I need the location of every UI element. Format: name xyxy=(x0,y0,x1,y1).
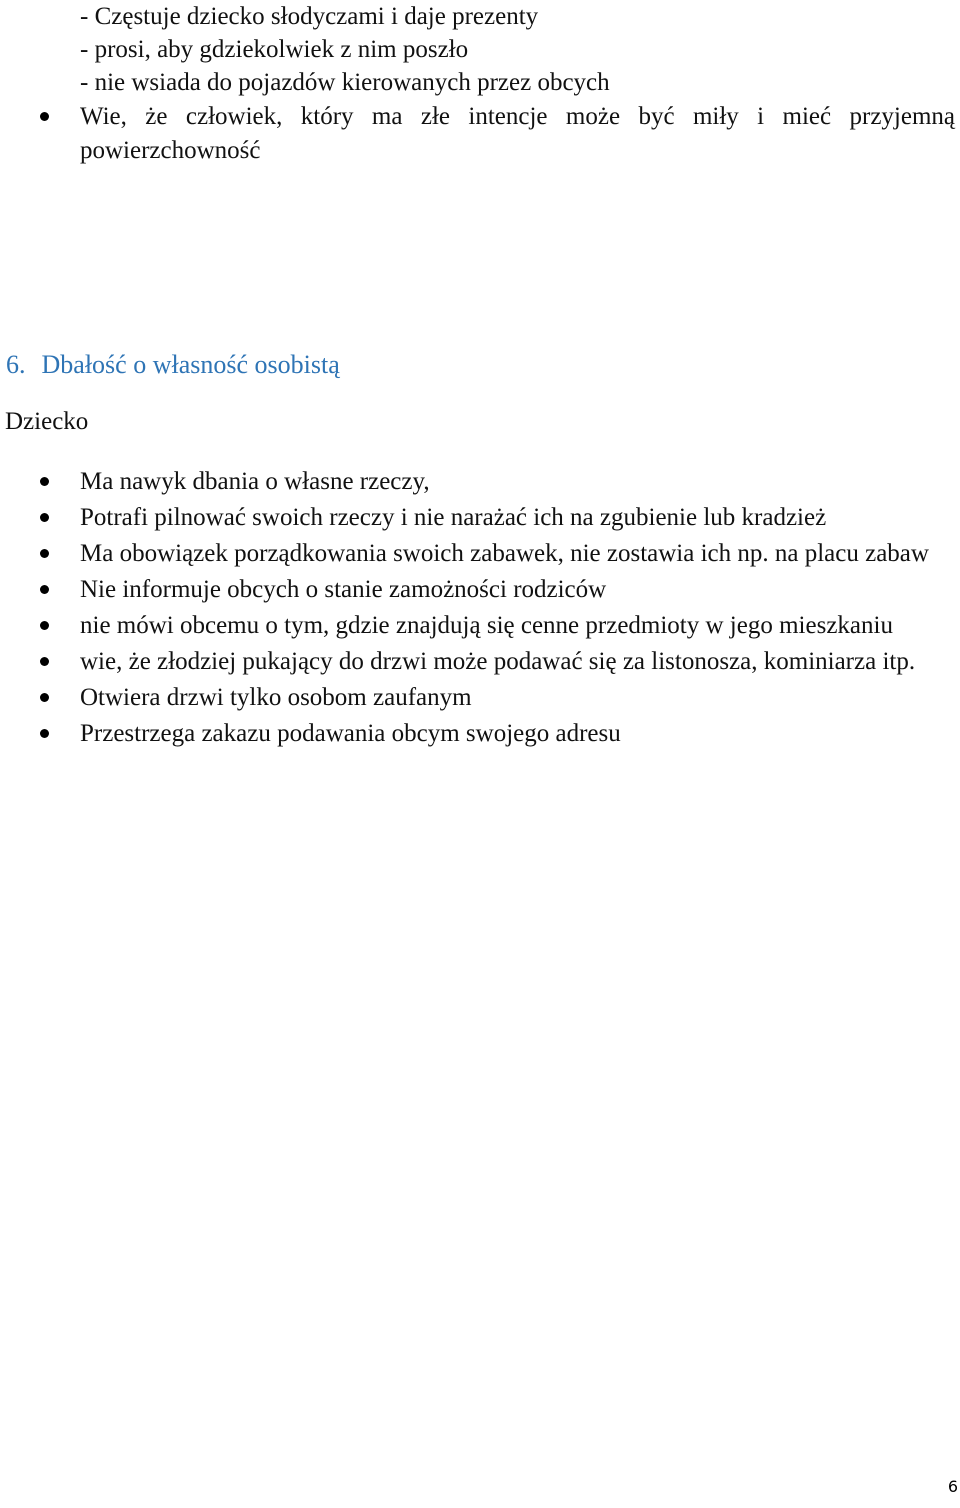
bullet-icon xyxy=(40,621,49,630)
section-title: Dbałość o własność osobistą xyxy=(41,350,340,379)
bullet-item xyxy=(80,681,955,715)
bullet-icon xyxy=(40,549,49,558)
bullet-text: nie mówi obcemu o tym, gdzie znajdują się cenne przedmioty w jego mieszkaniu xyxy=(80,612,893,639)
bullet-list xyxy=(80,465,955,753)
bullet-text: Otwiera drzwi tylko osobom zaufanym xyxy=(80,684,472,711)
bullet-item xyxy=(80,501,955,535)
bullet-icon xyxy=(40,693,49,702)
bullet-text: Nie informuje obcych o stanie zamożności rodziców xyxy=(80,576,607,603)
section-number: 6. xyxy=(6,350,26,379)
bullet-item xyxy=(80,717,955,751)
bullet-text: Wie, że człowiek, który ma złe intencje może być miły i mieć przyjemną powierzchowność xyxy=(80,103,955,164)
page-number: 6 xyxy=(947,1477,958,1496)
bullet-icon xyxy=(40,477,49,486)
bullet-item xyxy=(80,465,955,499)
bullet-icon xyxy=(40,112,49,121)
top-bullet-list xyxy=(80,100,955,168)
bullet-item xyxy=(80,100,955,168)
bullet-text: Ma obowiązek porządkowania swoich zabawek, nie zostawia ich np. na placu zabaw xyxy=(80,540,929,567)
dash-list-item: - prosi, aby gdziekolwiek z nim poszło xyxy=(80,36,469,63)
bullet-text: wie, że złodziej pukający do drzwi może podawać się za listonosza, kominiarza itp. xyxy=(80,648,916,675)
bullet-icon xyxy=(40,729,49,738)
bullet-icon xyxy=(40,513,49,522)
bullet-text: Przestrzega zakazu podawania obcym swojego adresu xyxy=(80,720,621,747)
dash-list-item: - Częstuje dziecko słodyczami i daje prezenty xyxy=(80,3,539,30)
section-heading xyxy=(6,350,340,380)
bullet-item xyxy=(80,645,955,679)
bullet-icon xyxy=(40,657,49,666)
bullet-text: Ma nawyk dbania o własne rzeczy, xyxy=(80,468,430,495)
bullet-item xyxy=(80,573,955,607)
bullet-icon xyxy=(40,585,49,594)
bullet-item xyxy=(80,537,955,571)
bullet-text: Potrafi pilnować swoich rzeczy i nie narażać ich na zgubienie lub kradzież xyxy=(80,504,827,531)
dash-list xyxy=(80,0,940,99)
bullet-item xyxy=(80,609,955,643)
dash-list-item: - nie wsiada do pojazdów kierowanych przez obcych xyxy=(80,69,610,96)
subject-label: Dziecko xyxy=(5,408,89,435)
